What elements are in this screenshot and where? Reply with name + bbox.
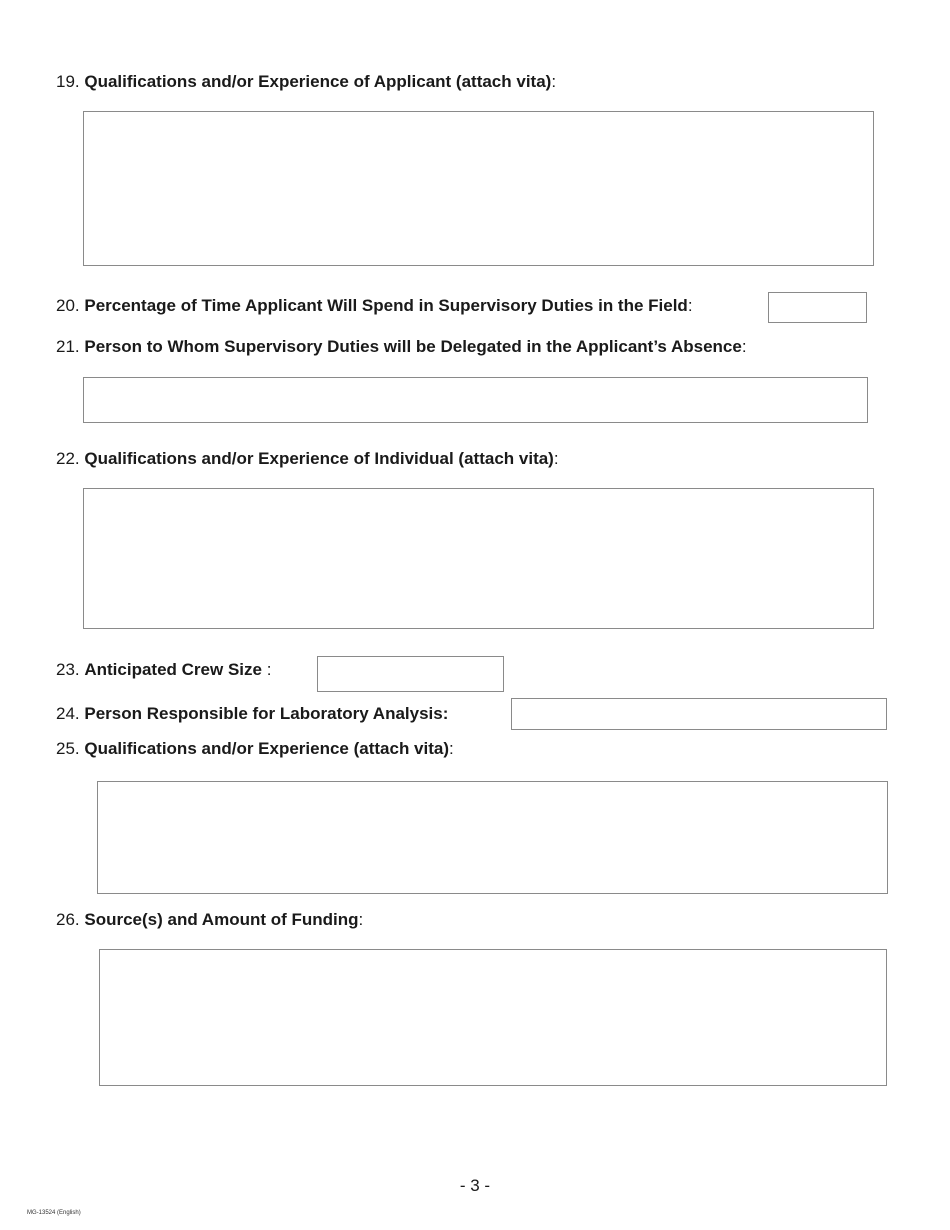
question-25-label: 25. Qualifications and/or Experience (attach vita):: [56, 739, 454, 758]
form-code: MG-13524 (English): [27, 1210, 81, 1216]
crew-size-field[interactable]: [317, 656, 504, 692]
delegated-person-field[interactable]: [83, 377, 868, 423]
page-number: - 3 -: [459, 1176, 491, 1195]
lab-qualifications-field[interactable]: [97, 781, 888, 894]
question-19-label: 19. Qualifications and/or Experience of Applicant (attach vita):: [56, 72, 557, 91]
supervisory-percentage-field[interactable]: [768, 292, 867, 323]
funding-sources-field[interactable]: [99, 949, 887, 1086]
lab-analysis-person-field[interactable]: [511, 698, 887, 730]
question-21-label: 21. Person to Whom Supervisory Duties will be Delegated in the Applicant’s Absence:: [56, 337, 747, 356]
individual-qualifications-field[interactable]: [83, 488, 874, 629]
question-20-label: 20. Percentage of Time Applicant Will Spend in Supervisory Duties in the Field:: [56, 296, 693, 315]
question-23-label: 23. Anticipated Crew Size :: [56, 660, 272, 679]
question-22-label: 22. Qualifications and/or Experience of Individual (attach vita):: [56, 449, 559, 468]
question-26-label: 26. Source(s) and Amount of Funding:: [56, 910, 364, 929]
applicant-qualifications-field[interactable]: [83, 111, 874, 266]
question-24-label: 24. Person Responsible for Laboratory Analysis:: [56, 704, 449, 723]
